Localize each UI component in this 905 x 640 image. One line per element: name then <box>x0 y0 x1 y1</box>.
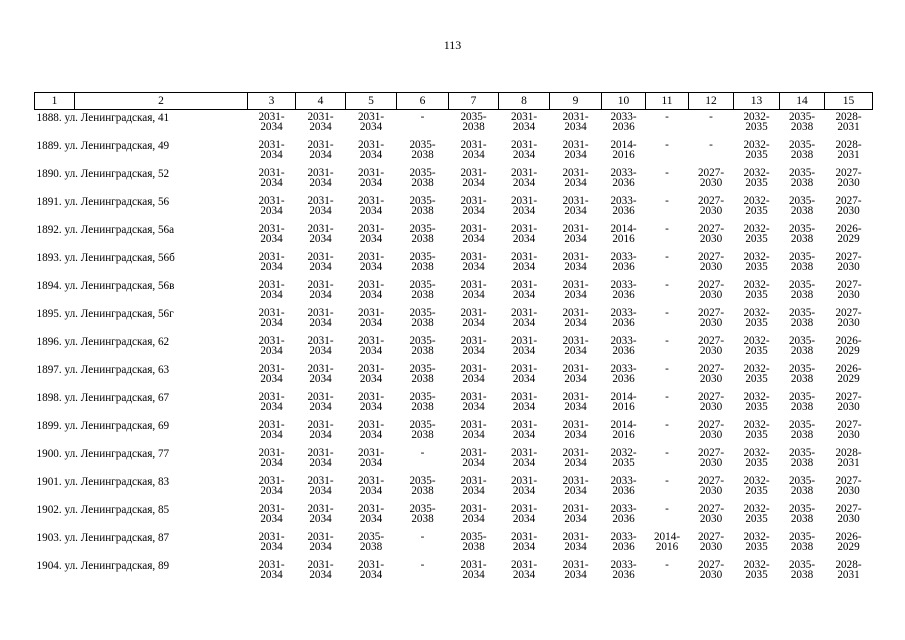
period-cell: 2031- 2034 <box>307 559 334 581</box>
address-cell: 1893. ул. Ленинградская, 56б <box>36 252 175 264</box>
table-row <box>35 196 873 224</box>
period-cell: 2031- 2034 <box>562 363 589 385</box>
period-cell: 2031- 2034 <box>307 139 334 161</box>
period-cell: - <box>665 167 669 179</box>
period-cell: 2027- 2030 <box>697 251 725 273</box>
period-cell: 2032- 2035 <box>743 111 770 133</box>
column-header: 7 <box>449 93 499 110</box>
period-cell: 2033- 2036 <box>610 475 637 497</box>
period-cell: 2033- 2036 <box>610 335 637 357</box>
period-cell: 2035- 2038 <box>409 503 436 525</box>
column-header: 2 <box>75 93 248 110</box>
address-cell: 1895. ул. Ленинградская, 56г <box>36 308 174 320</box>
period-cell: 2031- 2034 <box>460 559 487 581</box>
period-cell: 2033- 2036 <box>610 531 637 553</box>
period-cell: 2027- 2030 <box>835 251 862 273</box>
period-cell: 2027- 2030 <box>697 363 725 385</box>
table-row <box>35 308 873 336</box>
period-cell: - <box>665 111 669 123</box>
period-cell: 2031- 2034 <box>357 307 385 329</box>
period-cell: 2035- 2038 <box>788 559 816 581</box>
period-cell: 2031- 2034 <box>510 475 538 497</box>
period-cell: 2035- 2038 <box>788 391 816 413</box>
period-cell: 2031- 2034 <box>510 335 538 357</box>
period-cell: 2027- 2030 <box>697 195 725 217</box>
column-header: 8 <box>499 93 550 110</box>
period-cell: 2031- 2034 <box>460 447 487 469</box>
period-cell: 2031- 2034 <box>357 251 385 273</box>
period-cell: 2031- 2034 <box>357 111 385 133</box>
period-cell: 2035- 2038 <box>788 531 816 553</box>
period-cell: 2031- 2034 <box>258 475 285 497</box>
period-cell: 2033- 2036 <box>610 503 637 525</box>
period-cell: 2031- 2034 <box>510 419 538 441</box>
period-cell: - <box>665 419 669 431</box>
period-cell: - <box>665 195 669 207</box>
column-header: 13 <box>734 93 780 110</box>
period-cell: 2031- 2034 <box>307 391 334 413</box>
period-cell: 2032- 2035 <box>743 279 770 301</box>
period-cell: 2032- 2035 <box>743 391 770 413</box>
period-cell: 2031- 2034 <box>562 223 589 245</box>
period-cell: 2031- 2034 <box>460 363 487 385</box>
period-cell: 2031- 2034 <box>307 447 334 469</box>
period-cell: 2031- 2034 <box>562 195 589 217</box>
period-cell: 2033- 2036 <box>610 307 637 329</box>
period-cell: 2035- 2038 <box>788 223 816 245</box>
period-cell: - <box>665 363 669 375</box>
period-cell: 2027- 2030 <box>697 503 725 525</box>
period-cell: 2031- 2034 <box>307 223 334 245</box>
period-cell: - <box>665 503 669 515</box>
table-row <box>35 448 873 476</box>
table-row <box>35 280 873 308</box>
period-cell: 2027- 2030 <box>835 307 862 329</box>
period-cell: 2031- 2034 <box>258 139 285 161</box>
period-cell: 2031- 2034 <box>258 307 285 329</box>
period-cell: 2035- 2038 <box>409 195 436 217</box>
period-cell: 2031- 2034 <box>258 279 285 301</box>
period-cell: 2031- 2034 <box>307 475 334 497</box>
period-cell: 2031- 2034 <box>357 167 385 189</box>
period-cell: 2027- 2030 <box>697 531 725 553</box>
page-number: 113 <box>443 38 462 52</box>
table-row <box>35 364 873 392</box>
column-header: 3 <box>248 93 296 110</box>
period-cell: 2033- 2036 <box>610 363 637 385</box>
period-cell: 2031- 2034 <box>307 279 334 301</box>
period-cell: 2031- 2034 <box>307 251 334 273</box>
period-cell: 2035- 2038 <box>357 531 385 553</box>
period-cell: 2031- 2034 <box>562 279 589 301</box>
schedule-table <box>34 92 873 588</box>
period-cell: 2031- 2034 <box>307 307 334 329</box>
period-cell: 2014- 2016 <box>610 391 637 413</box>
period-cell: 2031- 2034 <box>460 195 487 217</box>
period-cell: 2031- 2034 <box>510 307 538 329</box>
period-cell: 2031- 2034 <box>562 419 589 441</box>
period-cell: 2035- 2038 <box>788 419 816 441</box>
period-cell: 2026- 2029 <box>835 335 862 357</box>
table-header <box>35 93 873 110</box>
period-cell: 2031- 2034 <box>460 475 487 497</box>
period-cell: - <box>665 307 669 319</box>
period-cell: 2035- 2038 <box>788 139 816 161</box>
period-cell: 2014- 2016 <box>653 531 681 553</box>
period-cell: 2027- 2030 <box>697 419 725 441</box>
period-cell: 2031- 2034 <box>460 223 487 245</box>
period-cell: 2031- 2034 <box>562 335 589 357</box>
period-cell: 2027- 2030 <box>697 279 725 301</box>
period-cell: 2031- 2034 <box>562 559 589 581</box>
period-cell: 2031- 2034 <box>510 167 538 189</box>
table-row <box>35 504 873 532</box>
period-cell: 2035- 2038 <box>409 335 436 357</box>
period-cell: 2027- 2030 <box>835 391 862 413</box>
period-cell: 2027- 2030 <box>697 447 725 469</box>
period-cell: 2031- 2034 <box>460 279 487 301</box>
period-cell: 2031- 2034 <box>460 167 487 189</box>
period-cell: 2035- 2038 <box>788 363 816 385</box>
period-cell: 2032- 2035 <box>743 307 770 329</box>
period-cell: 2031- 2034 <box>258 195 285 217</box>
period-cell: 2027- 2030 <box>835 503 862 525</box>
period-cell: 2031- 2034 <box>460 251 487 273</box>
period-cell: 2031- 2034 <box>510 111 538 133</box>
column-header: 15 <box>825 93 873 110</box>
period-cell: 2035- 2038 <box>409 475 436 497</box>
period-cell: 2027- 2030 <box>697 223 725 245</box>
table-row <box>35 560 873 588</box>
period-cell: 2032- 2035 <box>743 559 770 581</box>
period-cell: 2027- 2030 <box>835 419 862 441</box>
period-cell: 2031- 2034 <box>562 391 589 413</box>
period-cell: 2031- 2034 <box>357 475 385 497</box>
period-cell: 2031- 2034 <box>562 139 589 161</box>
period-cell: 2031- 2034 <box>510 139 538 161</box>
column-header: 9 <box>550 93 602 110</box>
period-cell: 2032- 2035 <box>743 363 770 385</box>
table-row <box>35 336 873 364</box>
address-cell: 1892. ул. Ленинградская, 56а <box>36 224 175 236</box>
table-row <box>35 532 873 560</box>
period-cell: 2031- 2034 <box>307 195 334 217</box>
period-cell: 2031- 2034 <box>562 167 589 189</box>
period-cell: 2035- 2038 <box>788 167 816 189</box>
period-cell: 2027- 2030 <box>697 559 725 581</box>
period-cell: 2031- 2034 <box>510 279 538 301</box>
period-cell: 2031- 2034 <box>357 223 385 245</box>
period-cell: 2031- 2034 <box>357 503 385 525</box>
period-cell: 2035- 2038 <box>460 531 487 553</box>
period-cell: 2033- 2036 <box>610 251 637 273</box>
period-cell: 2035- 2038 <box>788 335 816 357</box>
period-cell: 2035- 2038 <box>409 223 436 245</box>
period-cell: 2031- 2034 <box>510 503 538 525</box>
period-cell: 2031- 2034 <box>258 335 285 357</box>
period-cell: 2026- 2029 <box>835 531 862 553</box>
period-cell: 2031- 2034 <box>357 195 385 217</box>
period-cell: 2035- 2038 <box>409 167 436 189</box>
address-cell: 1890. ул. Ленинградская, 52 <box>36 168 170 180</box>
table-row <box>35 476 873 504</box>
period-cell: 2031- 2034 <box>562 531 589 553</box>
address-cell: 1898. ул. Ленинградская, 67 <box>36 392 170 404</box>
period-cell: 2032- 2035 <box>743 531 770 553</box>
column-header: 14 <box>780 93 825 110</box>
period-cell: - <box>420 111 425 123</box>
period-cell: 2031- 2034 <box>510 251 538 273</box>
period-cell: 2032- 2035 <box>743 139 770 161</box>
period-cell: 2028- 2031 <box>835 139 862 161</box>
period-cell: 2031- 2034 <box>460 419 487 441</box>
address-cell: 1904. ул. Ленинградская, 89 <box>36 560 170 572</box>
period-cell: 2035- 2038 <box>460 111 487 133</box>
period-cell: 2031- 2034 <box>258 559 285 581</box>
period-cell: 2027- 2030 <box>835 475 862 497</box>
period-cell: 2031- 2034 <box>357 335 385 357</box>
period-cell: 2027- 2030 <box>697 307 725 329</box>
period-cell: 2031- 2034 <box>562 475 589 497</box>
table-row <box>35 168 873 196</box>
table-row <box>35 140 873 168</box>
period-cell: 2031- 2034 <box>460 335 487 357</box>
period-cell: 2031- 2034 <box>510 363 538 385</box>
period-cell: 2028- 2031 <box>835 447 862 469</box>
period-cell: 2031- 2034 <box>307 363 334 385</box>
period-cell: 2026- 2029 <box>835 223 862 245</box>
period-cell: 2032- 2035 <box>743 503 770 525</box>
address-cell: 1894. ул. Ленинградская, 56в <box>36 280 175 292</box>
period-cell: 2031- 2034 <box>357 363 385 385</box>
period-cell: 2031- 2034 <box>357 279 385 301</box>
period-cell: 2032- 2035 <box>610 447 637 469</box>
period-cell: 2031- 2034 <box>258 503 285 525</box>
period-cell: 2032- 2035 <box>743 195 770 217</box>
period-cell: 2031- 2034 <box>258 111 285 133</box>
address-cell: 1903. ул. Ленинградская, 87 <box>36 532 170 544</box>
table-row <box>35 392 873 420</box>
table-body <box>35 110 873 589</box>
period-cell: - <box>420 531 425 543</box>
period-cell: 2031- 2034 <box>258 419 285 441</box>
period-cell: 2032- 2035 <box>743 223 770 245</box>
period-cell: - <box>665 251 669 263</box>
period-cell: 2031- 2034 <box>357 447 385 469</box>
period-cell: - <box>420 559 425 571</box>
period-cell: 2035- 2038 <box>788 447 816 469</box>
period-cell: 2027- 2030 <box>835 279 862 301</box>
period-cell: 2031- 2034 <box>307 167 334 189</box>
period-cell: 2035- 2038 <box>409 419 436 441</box>
period-cell: 2032- 2035 <box>743 419 770 441</box>
period-cell: 2014- 2016 <box>610 139 637 161</box>
column-header: 1 <box>35 93 75 110</box>
period-cell: 2031- 2034 <box>258 531 285 553</box>
period-cell: 2033- 2036 <box>610 195 637 217</box>
period-cell: 2027- 2030 <box>697 391 725 413</box>
period-cell: 2031- 2034 <box>307 335 334 357</box>
period-cell: 2031- 2034 <box>460 391 487 413</box>
period-cell: 2014- 2016 <box>610 223 637 245</box>
period-cell: 2031- 2034 <box>562 503 589 525</box>
column-header: 6 <box>397 93 449 110</box>
period-cell: - <box>665 139 669 151</box>
period-cell: - <box>665 391 669 403</box>
period-cell: 2031- 2034 <box>357 419 385 441</box>
period-cell: 2031- 2034 <box>357 559 385 581</box>
column-header: 11 <box>646 93 689 110</box>
period-cell: 2031- 2034 <box>562 447 589 469</box>
period-cell: 2027- 2030 <box>835 167 862 189</box>
period-cell: 2033- 2036 <box>610 279 637 301</box>
period-cell: 2026- 2029 <box>835 363 862 385</box>
period-cell: 2035- 2038 <box>409 363 436 385</box>
period-cell: 2031- 2034 <box>510 447 538 469</box>
address-cell: 1888. ул. Ленинградская, 41 <box>36 112 170 124</box>
period-cell: 2031- 2034 <box>357 139 385 161</box>
period-cell: 2035- 2038 <box>788 195 816 217</box>
period-cell: 2031- 2034 <box>510 195 538 217</box>
period-cell: - <box>665 335 669 347</box>
period-cell: 2031- 2034 <box>460 307 487 329</box>
period-cell: 2027- 2030 <box>697 475 725 497</box>
period-cell: 2031- 2034 <box>258 447 285 469</box>
period-cell: 2032- 2035 <box>743 447 770 469</box>
period-cell: 2031- 2034 <box>258 251 285 273</box>
period-cell: 2014- 2016 <box>610 419 637 441</box>
address-cell: 1891. ул. Ленинградская, 56 <box>36 196 170 208</box>
address-cell: 1901. ул. Ленинградская, 83 <box>36 476 170 488</box>
period-cell: 2027- 2030 <box>697 335 725 357</box>
period-cell: 2031- 2034 <box>258 391 285 413</box>
column-header: 12 <box>689 93 734 110</box>
period-cell: - <box>420 447 425 459</box>
period-cell: 2031- 2034 <box>562 111 589 133</box>
address-cell: 1899. ул. Ленинградская, 69 <box>36 420 170 432</box>
period-cell: 2033- 2036 <box>610 167 637 189</box>
period-cell: 2033- 2036 <box>610 111 637 133</box>
period-cell: 2031- 2034 <box>510 531 538 553</box>
period-cell: 2035- 2038 <box>788 307 816 329</box>
period-cell: - <box>709 111 713 123</box>
period-cell: 2028- 2031 <box>835 559 862 581</box>
period-cell: 2035- 2038 <box>409 391 436 413</box>
period-cell: 2035- 2038 <box>788 251 816 273</box>
table-row <box>35 110 873 141</box>
table-row <box>35 224 873 252</box>
period-cell: 2031- 2034 <box>510 559 538 581</box>
period-cell: 2035- 2038 <box>788 475 816 497</box>
period-cell: 2031- 2034 <box>307 419 334 441</box>
period-cell: - <box>665 279 669 291</box>
period-cell: 2032- 2035 <box>743 475 770 497</box>
period-cell: 2031- 2034 <box>357 391 385 413</box>
period-cell: 2035- 2038 <box>409 279 436 301</box>
period-cell: - <box>665 223 669 235</box>
column-header: 4 <box>296 93 346 110</box>
period-cell: 2031- 2034 <box>562 251 589 273</box>
period-cell: 2032- 2035 <box>743 167 770 189</box>
period-cell: 2027- 2030 <box>835 195 862 217</box>
period-cell: - <box>665 475 669 487</box>
period-cell: 2032- 2035 <box>743 251 770 273</box>
period-cell: 2031- 2034 <box>307 503 334 525</box>
address-cell: 1896. ул. Ленинградская, 62 <box>36 336 170 348</box>
table-row <box>35 252 873 280</box>
period-cell: 2035- 2038 <box>409 251 436 273</box>
period-cell: 2031- 2034 <box>307 531 334 553</box>
column-header: 10 <box>602 93 646 110</box>
period-cell: 2035- 2038 <box>409 307 436 329</box>
period-cell: 2031- 2034 <box>307 111 334 133</box>
period-cell: - <box>709 139 713 151</box>
period-cell: 2031- 2034 <box>510 223 538 245</box>
period-cell: 2031- 2034 <box>258 167 285 189</box>
period-cell: 2035- 2038 <box>788 111 816 133</box>
period-cell: 2031- 2034 <box>258 223 285 245</box>
column-header: 5 <box>346 93 397 110</box>
header-row <box>35 93 873 110</box>
table-row <box>35 420 873 448</box>
address-cell: 1900. ул. Ленинградская, 77 <box>36 448 170 460</box>
address-cell: 1889. ул. Ленинградская, 49 <box>36 140 170 152</box>
period-cell: 2033- 2036 <box>610 559 637 581</box>
period-cell: 2035- 2038 <box>788 503 816 525</box>
period-cell: 2031- 2034 <box>460 503 487 525</box>
period-cell: 2031- 2034 <box>460 139 487 161</box>
period-cell: 2032- 2035 <box>743 335 770 357</box>
period-cell: 2028- 2031 <box>835 111 862 133</box>
period-cell: 2027- 2030 <box>697 167 725 189</box>
period-cell: - <box>665 559 669 571</box>
period-cell: 2031- 2034 <box>562 307 589 329</box>
period-cell: 2035- 2038 <box>788 279 816 301</box>
period-cell: 2031- 2034 <box>258 363 285 385</box>
period-cell: 2031- 2034 <box>510 391 538 413</box>
address-cell: 1902. ул. Ленинградская, 85 <box>36 504 170 516</box>
period-cell: - <box>665 447 669 459</box>
address-cell: 1897. ул. Ленинградская, 63 <box>36 364 170 376</box>
period-cell: 2035- 2038 <box>409 139 436 161</box>
